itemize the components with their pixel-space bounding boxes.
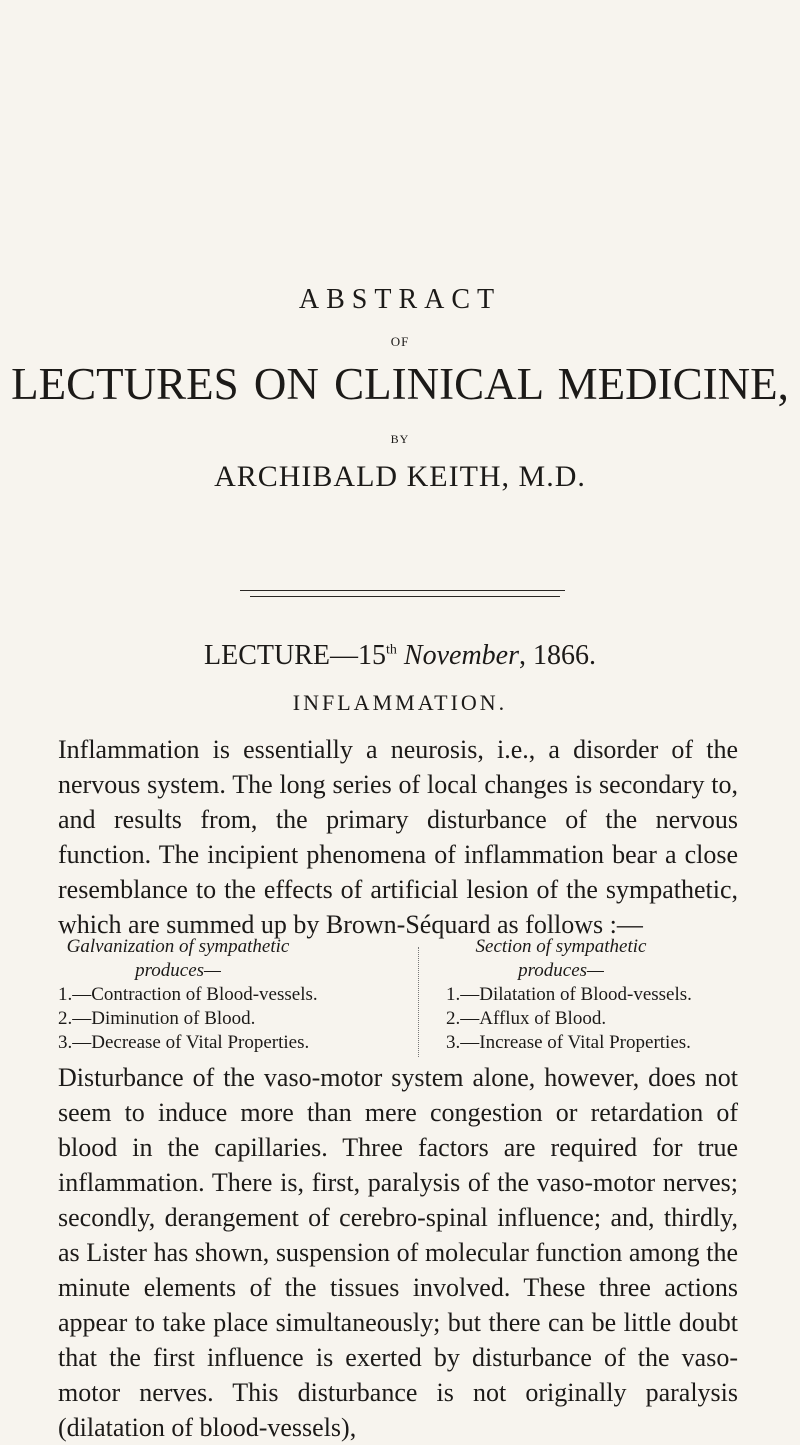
title-rule-top [240,590,565,591]
paragraph-disturbance: Disturbance of the vaso-motor system alone, however, does not seem to induce more than mere congestion or retardation of blood in the capillaries. Three factors are required for true inflammation. There is, first, paralysis of the vaso-motor nerves; secondly, derangement of cerebro-spinal influence; and, thirdly, as Lister has shown, suspension of molecular function among the minute elements of the tissues involved. These three actions appear to take place simultaneously; but there can be little doubt that the first influence is exerted by disturbance of the vaso-motor nerves. This disturbance is not originally paralysis (dilatation of blood-vessels), [58,1063,738,1442]
section-heading: Section of sympathetic [475,936,647,957]
galvanization-column [58,935,378,1055]
section-list [446,983,766,1055]
list-item: 3.—Decrease of Vital Properties. [58,1032,310,1053]
list-item: 2.—Afflux of Blood. [446,1008,607,1029]
lecture-month: November [403,640,519,671]
galvanization-heading: Galvanization of sympathetic [66,936,290,957]
author-name: ARCHIBALD KEITH, M.D. [214,460,586,493]
of-word: OF [390,334,410,349]
abstract-heading: ABSTRACT [298,284,502,315]
list-item: 1.—Dilatation of Blood-vessels. [446,984,692,1005]
column-divider [418,947,419,1057]
by-word: BY [390,432,410,446]
galvanization-list [58,983,378,1055]
title-rule-bottom [250,596,560,597]
book-title: LECTURES ON CLINICAL MEDICINE, [11,359,789,409]
lecture-prefix: LECTURE—15 [204,640,387,671]
lecture-heading [0,640,800,672]
paragraph-intro: Inflammation is essentially a neurosis, i.e., a disorder of the nervous system. The long series of local changes is secondary to, and results from, the primary disturbance of the nervous function. The incipient phenomena of inflammation bear a close resemblance to the effects of artificial lesion of the sympathetic, which are summed up by Brown-Séquard as follows :— [58,735,738,939]
section-column [446,935,766,1055]
galvanization-produces: produces— [135,960,221,981]
list-item: 2.—Diminution of Blood. [58,1008,256,1029]
lecture-date-suffix: th [386,642,397,658]
lecture-year: , 1866. [518,640,596,671]
section-produces: produces— [518,960,604,981]
lecture-subject: INFLAMMATION. [292,690,508,715]
list-item: 1.—Contraction of Blood-vessels. [58,984,318,1005]
comparison-table [58,935,748,1055]
list-item: 3.—Increase of Vital Properties. [446,1032,691,1053]
